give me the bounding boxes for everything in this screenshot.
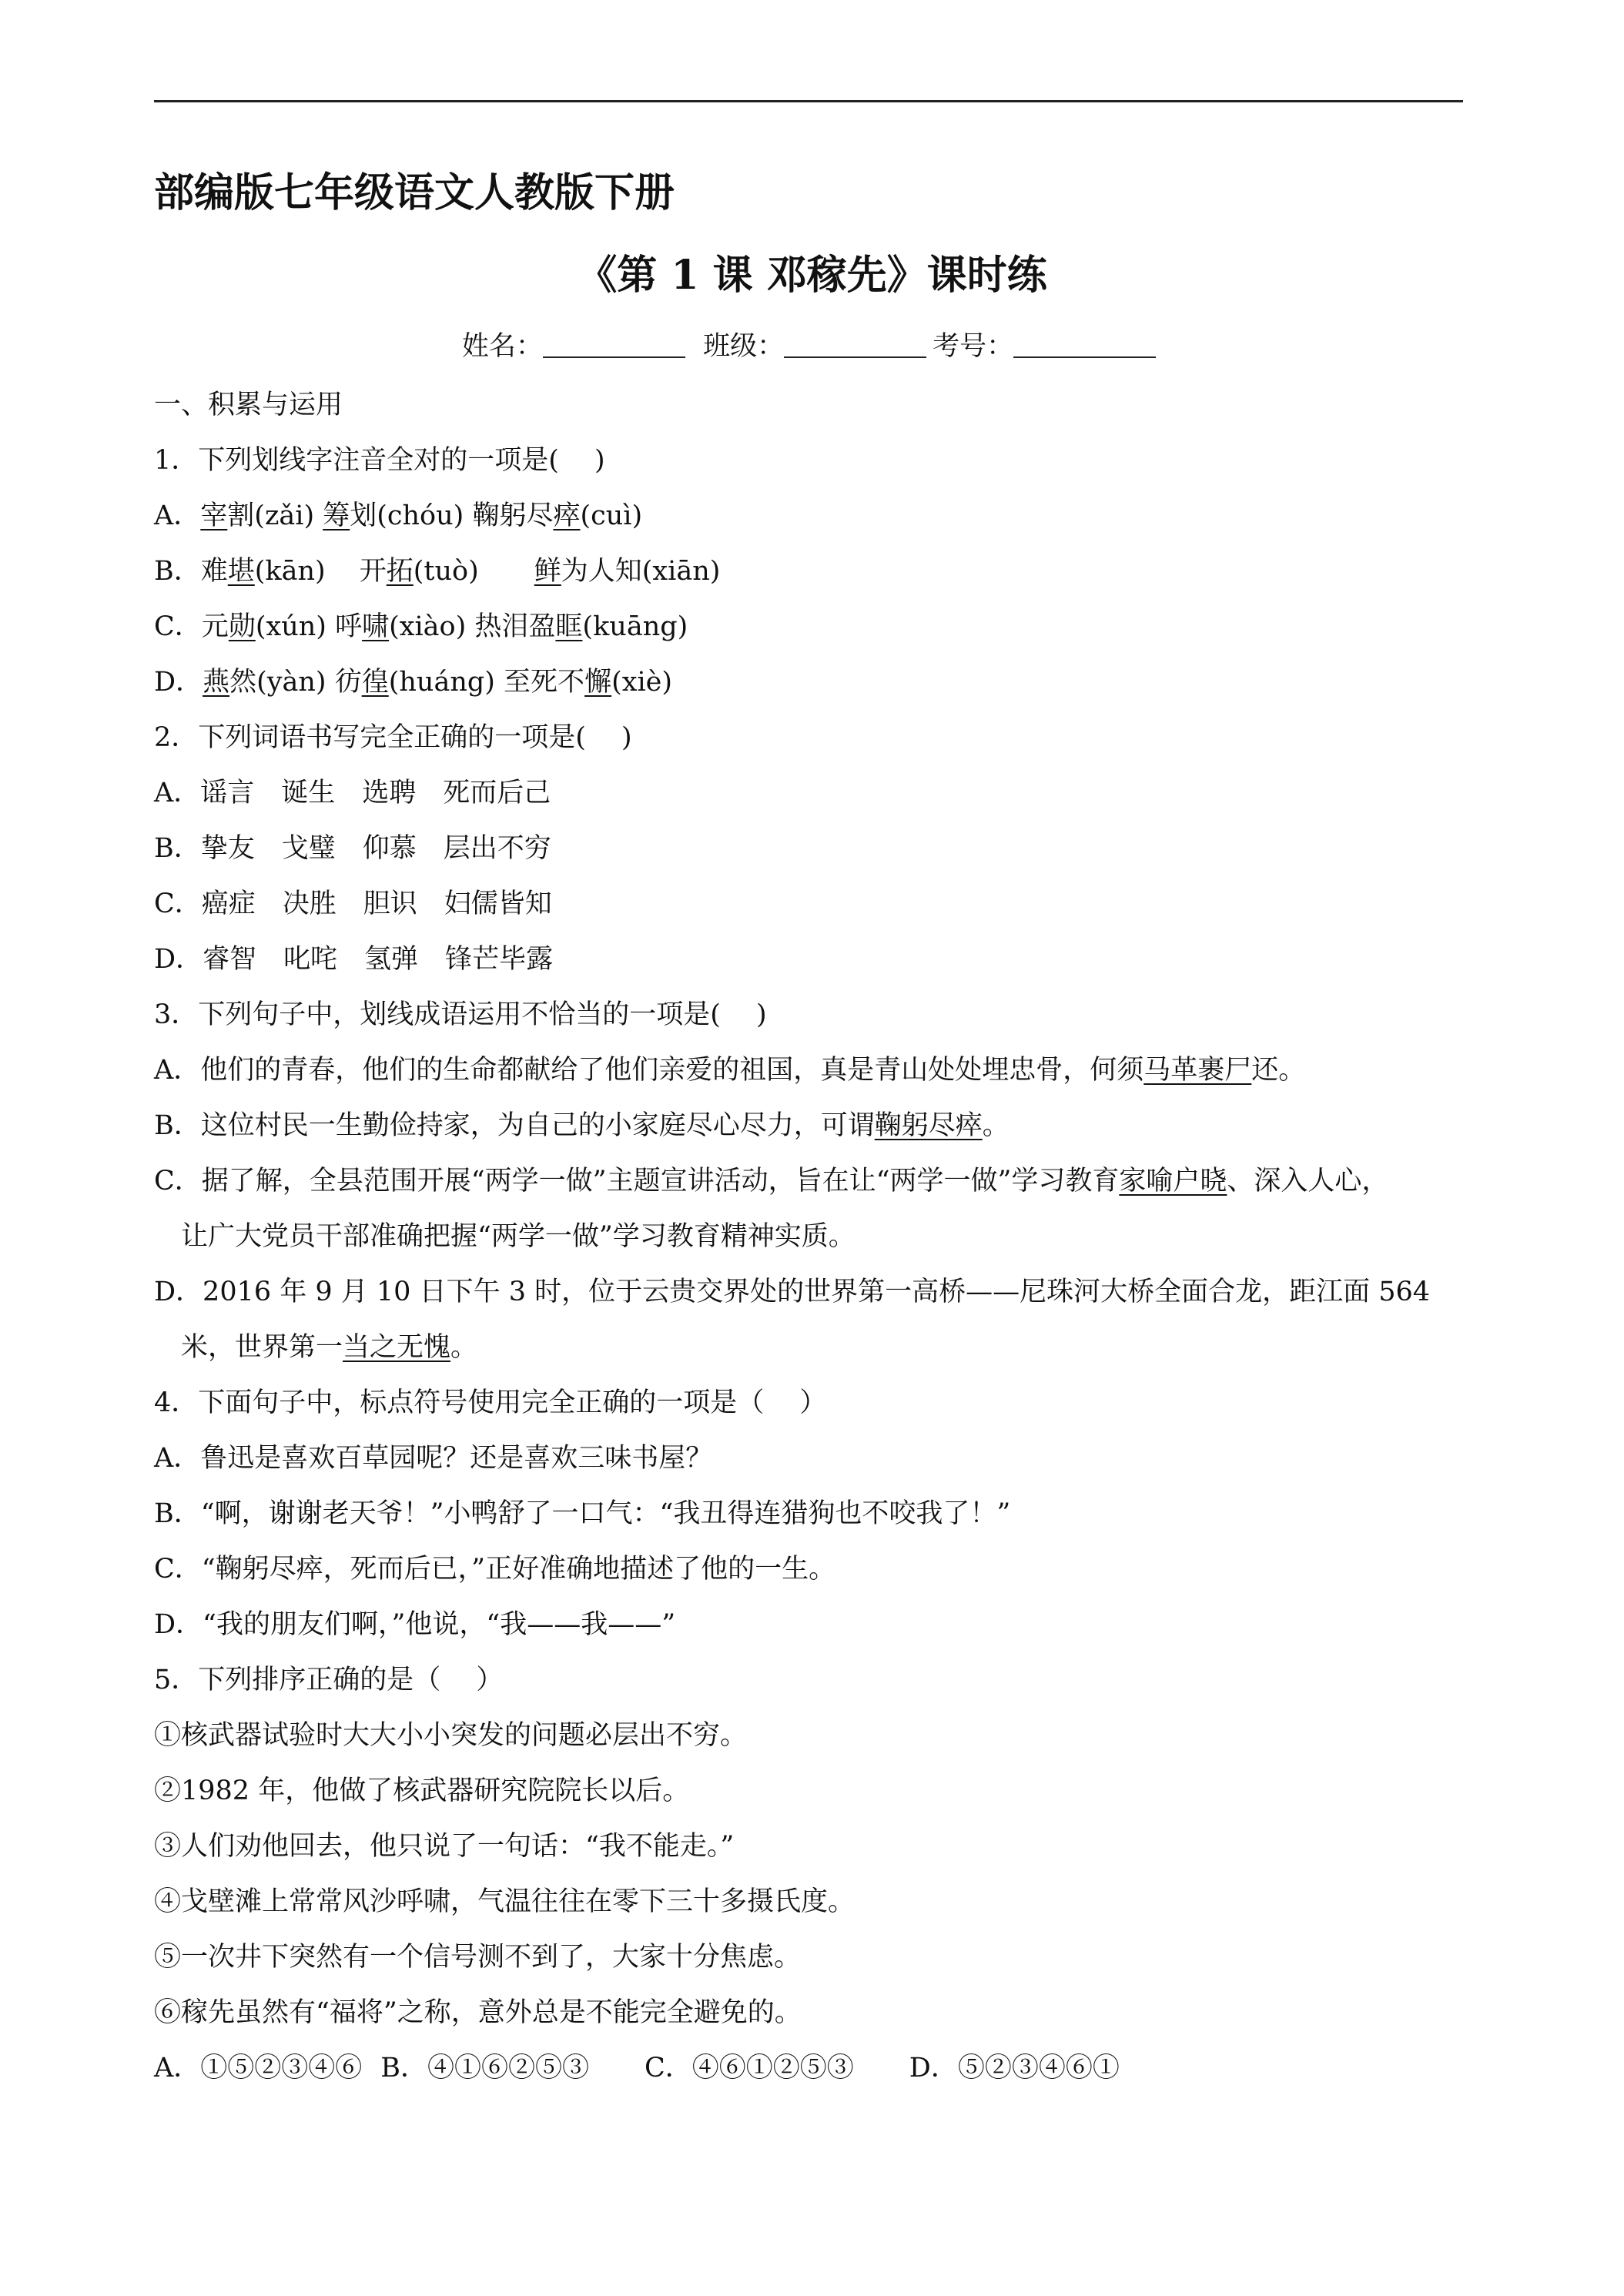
question-2-option-d: D．睿智 叱咤 氢弹 锋芒毕露 xyxy=(154,944,554,975)
question-1-stem: 1．下列划线字注音全对的一项是( ) xyxy=(154,445,605,476)
question-5-option-a: A．①⑤②③④⑥ xyxy=(154,2053,363,2083)
question-4-option-d: D．“我的朋友们啊，”他说，“我——我——” xyxy=(154,1609,676,1640)
question-5-option-c: C．④⑥①②⑤③ xyxy=(645,2053,854,2083)
class-blank[interactable] xyxy=(784,330,926,358)
question-5-option-d: D．⑤②③④⑥① xyxy=(909,2053,1120,2083)
question-5-item: ②1982 年，他做了核武器研究院院长以后。 xyxy=(154,1776,690,1806)
question-1-option-c: C．元勋(xún) 呼啸(xiào) 热泪盈眶(kuāng) xyxy=(154,611,688,642)
question-1-option-d: D．燕然(yàn) 彷徨(huáng) 至死不懈(xiè) xyxy=(154,667,673,698)
question-3-option-c-continued: 让广大党员干部准确把握“两学一做”学习教育精神实质。 xyxy=(181,1221,856,1252)
question-5-item: ⑤一次井下突然有一个信号测不到了，大家十分焦虑。 xyxy=(154,1942,802,1973)
question-5-item: ③人们劝他回去，他只说了一句话：“我不能走。” xyxy=(154,1831,735,1862)
class-label: 班级： xyxy=(703,331,785,362)
question-3-option-d: D．2016 年 9 月 10 日下午 3 时，位于云贵交界处的世界第一高桥——尼珠河大桥全面合龙，距江面 564 xyxy=(154,1277,1431,1307)
name-label: 姓名： xyxy=(461,331,543,362)
question-5-option-b: B．④①⑥②⑤③ xyxy=(380,2053,590,2083)
question-5-options xyxy=(154,2040,1463,2096)
section-heading: 一、积累与运用 xyxy=(154,390,343,420)
question-3-option-c: C．据了解，全县范围开展“两学一做”主题宣讲活动，旨在让“两学一做”学习教育家喻户晓、深入人心， xyxy=(154,1166,1389,1197)
question-5-item: ①核武器试验时大大小小突发的问题必层出不穷。 xyxy=(154,1720,748,1751)
question-4-stem: 4．下面句子中，标点符号使用完全正确的一项是（ ） xyxy=(154,1387,827,1418)
question-3-option-d-continued: 米，世界第一当之无愧。 xyxy=(181,1332,478,1363)
question-2-stem: 2．下列词语书写完全正确的一项是( ) xyxy=(154,722,632,753)
question-5-item: ④戈壁滩上常常风沙呼啸，气温往往在零下三十多摄氏度。 xyxy=(154,1886,856,1917)
question-4-option-c: C．“鞠躬尽瘁，死而后已，”正好准确地描述了他的一生。 xyxy=(154,1554,836,1585)
question-2-option-a: A．谣言 诞生 选聘 死而后己 xyxy=(154,778,551,808)
question-4-option-b: B．“啊，谢谢老天爷！”小鸭舒了一口气：“我丑得连猎狗也不咬我了！” xyxy=(154,1498,1011,1529)
question-3-option-a: A．他们的青春，他们的生命都献给了他们亲爱的祖国，真是青山处处埋忠骨，何须马革裹尸还。 xyxy=(154,1055,1306,1086)
question-5-stem: 5．下列排序正确的是（ ） xyxy=(154,1665,504,1695)
lesson-title: 《第 1 课 邓稼先》课时练 xyxy=(577,252,1047,299)
student-info-line xyxy=(0,325,1624,363)
name-blank[interactable] xyxy=(543,330,685,358)
question-4-option-a: A．鲁迅是喜欢百草园呢？还是喜欢三味书屋？ xyxy=(154,1443,713,1474)
worksheet-body xyxy=(154,377,1463,2096)
exam-number-label: 考号： xyxy=(933,331,1014,362)
question-3-option-b: B．这位村民一生勤俭持家，为自己的小家庭尽心尽力，可谓鞠躬尽瘁。 xyxy=(154,1110,1010,1141)
exam-number-blank[interactable] xyxy=(1013,330,1156,358)
question-2-option-c: C．癌症 决胜 胆识 妇儒皆知 xyxy=(154,889,552,919)
question-2-option-b: B．挚友 戈璧 仰慕 层出不穷 xyxy=(154,833,551,864)
book-header: 部编版七年级语文人教版下册 xyxy=(154,169,675,216)
question-5-item: ⑥稼先虽然有“福将”之称，意外总是不能完全避免的。 xyxy=(154,1997,802,2028)
question-3-stem: 3．下列句子中，划线成语运用不恰当的一项是( ) xyxy=(154,999,767,1030)
top-rule xyxy=(154,100,1463,102)
question-1-option-b: B．难堪(kān) 开拓(tuò) 鲜为人知(xiān) xyxy=(154,556,721,587)
question-1-option-a: A．宰割(zǎi) 筹划(chóu) 鞠躬尽瘁(cuì) xyxy=(154,500,643,531)
